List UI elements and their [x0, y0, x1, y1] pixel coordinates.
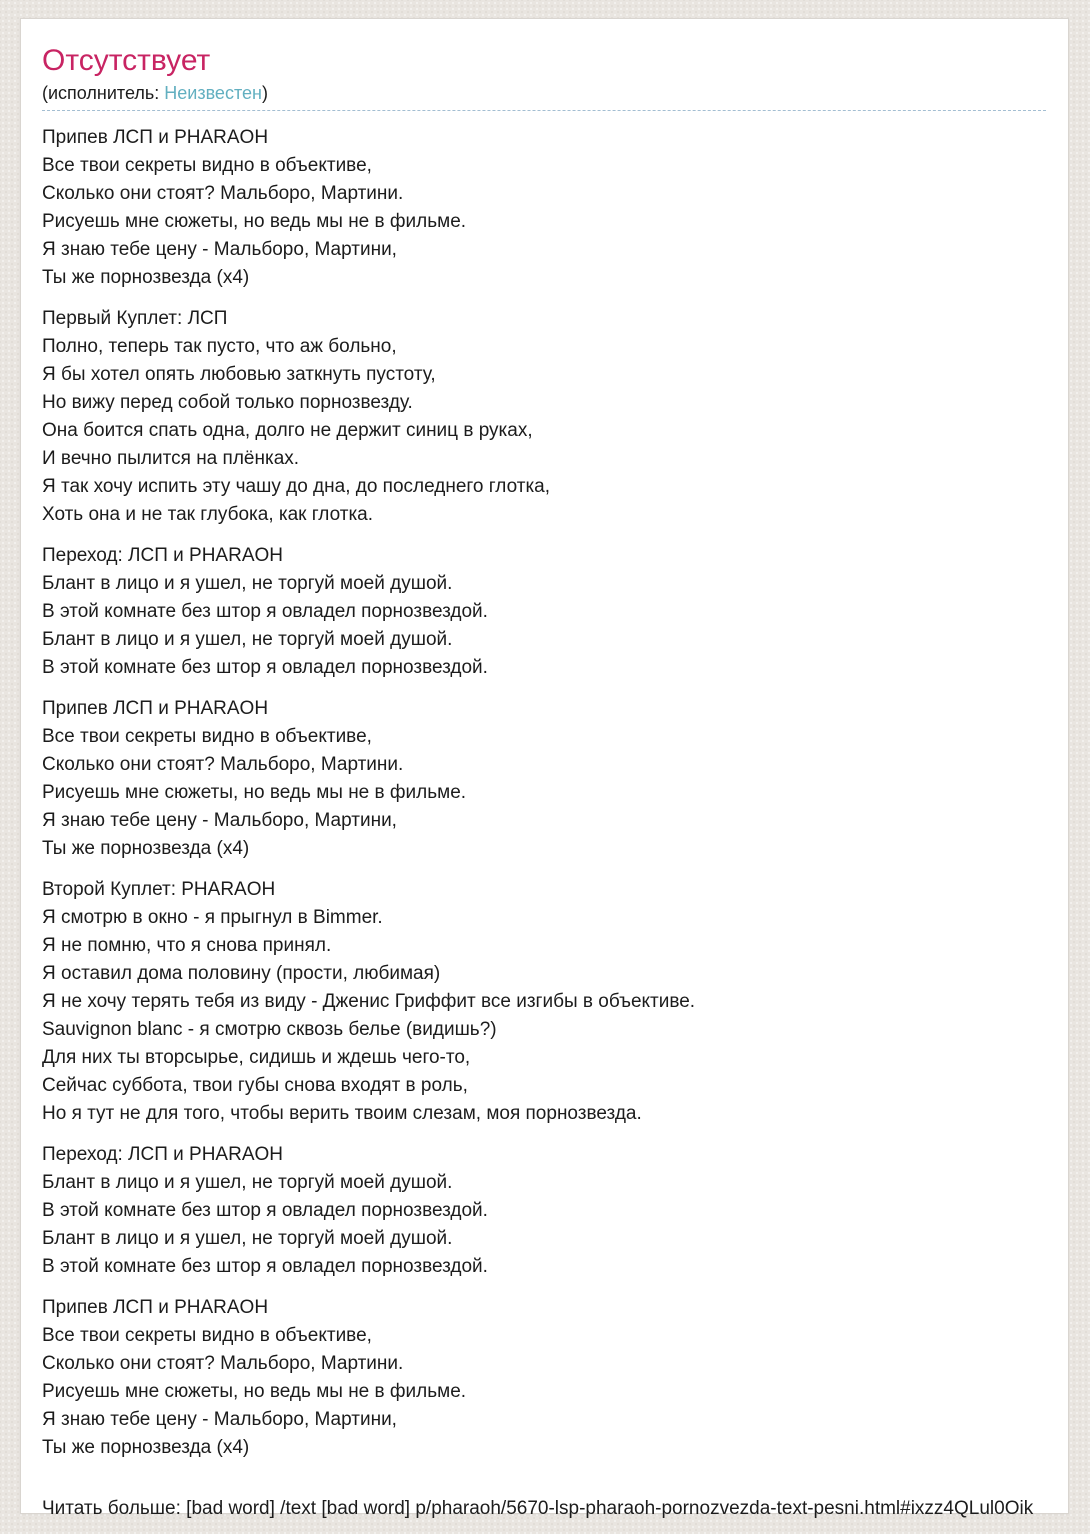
- lyric-line: Sauvignon blanc - я смотрю сквозь белье (видишь?): [42, 1019, 497, 1040]
- lyric-line: И вечно пылится на плёнках.: [42, 448, 300, 469]
- lyric-line: Я знаю тебе цену - Мальборо, Мартини,: [42, 810, 397, 831]
- artist-label: (исполнитель:: [42, 83, 165, 103]
- lyric-line: Ты же порнозвезда (х4): [42, 1437, 250, 1458]
- lyric-line: Припев ЛСП и PHARAOH: [42, 127, 269, 148]
- artist-line-suffix: ): [261, 83, 268, 103]
- lyric-line: Все твои секреты видно в объективе,: [42, 726, 372, 747]
- stanza: [42, 695, 1068, 863]
- lyric-line: Я смотрю в окно - я прыгнул в Bimmer.: [42, 907, 383, 928]
- song-title: Отсутствует: [42, 44, 211, 77]
- lyric-line: Ты же порнозвезда (х4): [42, 838, 250, 859]
- lyric-line: Блант в лицо и я ушел, не торгуй моей душой.: [42, 629, 453, 650]
- lyric-line: Она боится спать одна, долго не держит синиц в руках,: [42, 420, 533, 441]
- lyric-line: В этой комнате без штор я овладел порнозвездой.: [42, 657, 488, 678]
- read-more-line: Читать больше: [bad word] /text [bad word] p/pharaoh/5670-lsp-pharaoh-pornozvezda-text-pesni.html#ixzz4QLul0Oik: [42, 1498, 1034, 1519]
- lyric-line: В этой комнате без штор я овладел порнозвездой.: [42, 1256, 488, 1277]
- lyric-line: Полно, теперь так пусто, что аж больно,: [42, 336, 397, 357]
- lyric-line: Ты же порнозвезда (х4): [42, 267, 250, 288]
- lyric-line: Для них ты вторсырье, сидишь и ждешь чего-то,: [42, 1047, 471, 1068]
- stanza: [42, 305, 1068, 529]
- stanza: [42, 876, 1068, 1128]
- lyric-line: Я знаю тебе цену - Мальборо, Мартини,: [42, 1409, 397, 1430]
- lyric-line: Сейчас суббота, твои губы снова входят в роль,: [42, 1075, 468, 1096]
- lyric-line: Я так хочу испить эту чашу до дна, до последнего глотка,: [42, 476, 551, 497]
- artist-line: [42, 82, 1068, 104]
- lyric-line: В этой комнате без штор я овладел порнозвездой.: [42, 601, 488, 622]
- lyric-line: Переход: ЛСП и PHARAOH: [42, 1144, 283, 1165]
- stanza: [42, 1141, 1068, 1281]
- lyric-line: Блант в лицо и я ушел, не торгуй моей душой.: [42, 1228, 453, 1249]
- lyric-line: Хоть она и не так глубока, как глотка.: [42, 504, 374, 525]
- lyric-line: Блант в лицо и я ушел, не торгуй моей душой.: [42, 1172, 453, 1193]
- stanza: [42, 542, 1068, 682]
- lyric-line: Сколько они стоят? Мальборо, Мартини.: [42, 183, 404, 204]
- lyric-line: Сколько они стоят? Мальборо, Мартини.: [42, 754, 404, 775]
- lyric-line: Я оставил дома половину (прости, любимая): [42, 963, 441, 984]
- lyric-line: Я не помню, что я снова принял.: [42, 935, 332, 956]
- artist-link[interactable]: Неизвестен: [164, 83, 262, 103]
- lyric-line: Припев ЛСП и PHARAOH: [42, 698, 269, 719]
- lyric-line: Рисуешь мне сюжеты, но ведь мы не в фильме.: [42, 211, 467, 232]
- lyric-line: Второй Куплет: PHARAOH: [42, 879, 276, 900]
- lyric-line: Но вижу перед собой только порнозвезду.: [42, 392, 413, 413]
- stanza: [42, 1294, 1068, 1462]
- lyric-line: Рисуешь мне сюжеты, но ведь мы не в фильме.: [42, 1381, 467, 1402]
- lyric-line: Припев ЛСП и PHARAOH: [42, 1297, 269, 1318]
- header: [42, 45, 1068, 111]
- lyric-line: Сколько они стоят? Мальборо, Мартини.: [42, 1353, 404, 1374]
- lyrics-card: [20, 18, 1069, 1519]
- lyric-line: Я знаю тебе цену - Мальборо, Мартини,: [42, 239, 397, 260]
- lyrics: [42, 124, 1068, 1462]
- lyric-line: Первый Куплет: ЛСП: [42, 308, 228, 329]
- lyric-line: В этой комнате без штор я овладел порнозвездой.: [42, 1200, 488, 1221]
- lyric-line: Рисуешь мне сюжеты, но ведь мы не в фильме.: [42, 782, 467, 803]
- lyric-line: Я не хочу терять тебя из виду - Дженис Гриффит все изгибы в объективе.: [42, 991, 696, 1012]
- stanza: [42, 124, 1068, 292]
- lyric-line: Все твои секреты видно в объективе,: [42, 1325, 372, 1346]
- lyric-line: Все твои секреты видно в объективе,: [42, 155, 372, 176]
- dashed-separator: [42, 110, 1046, 111]
- lyric-line: Переход: ЛСП и PHARAOH: [42, 545, 283, 566]
- lyric-line: Я бы хотел опять любовью заткнуть пустоту,: [42, 364, 436, 385]
- lyric-line: Но я тут не для того, чтобы верить твоим слезам, моя порнозвезда.: [42, 1103, 642, 1124]
- lyric-line: Блант в лицо и я ушел, не торгуй моей душой.: [42, 573, 453, 594]
